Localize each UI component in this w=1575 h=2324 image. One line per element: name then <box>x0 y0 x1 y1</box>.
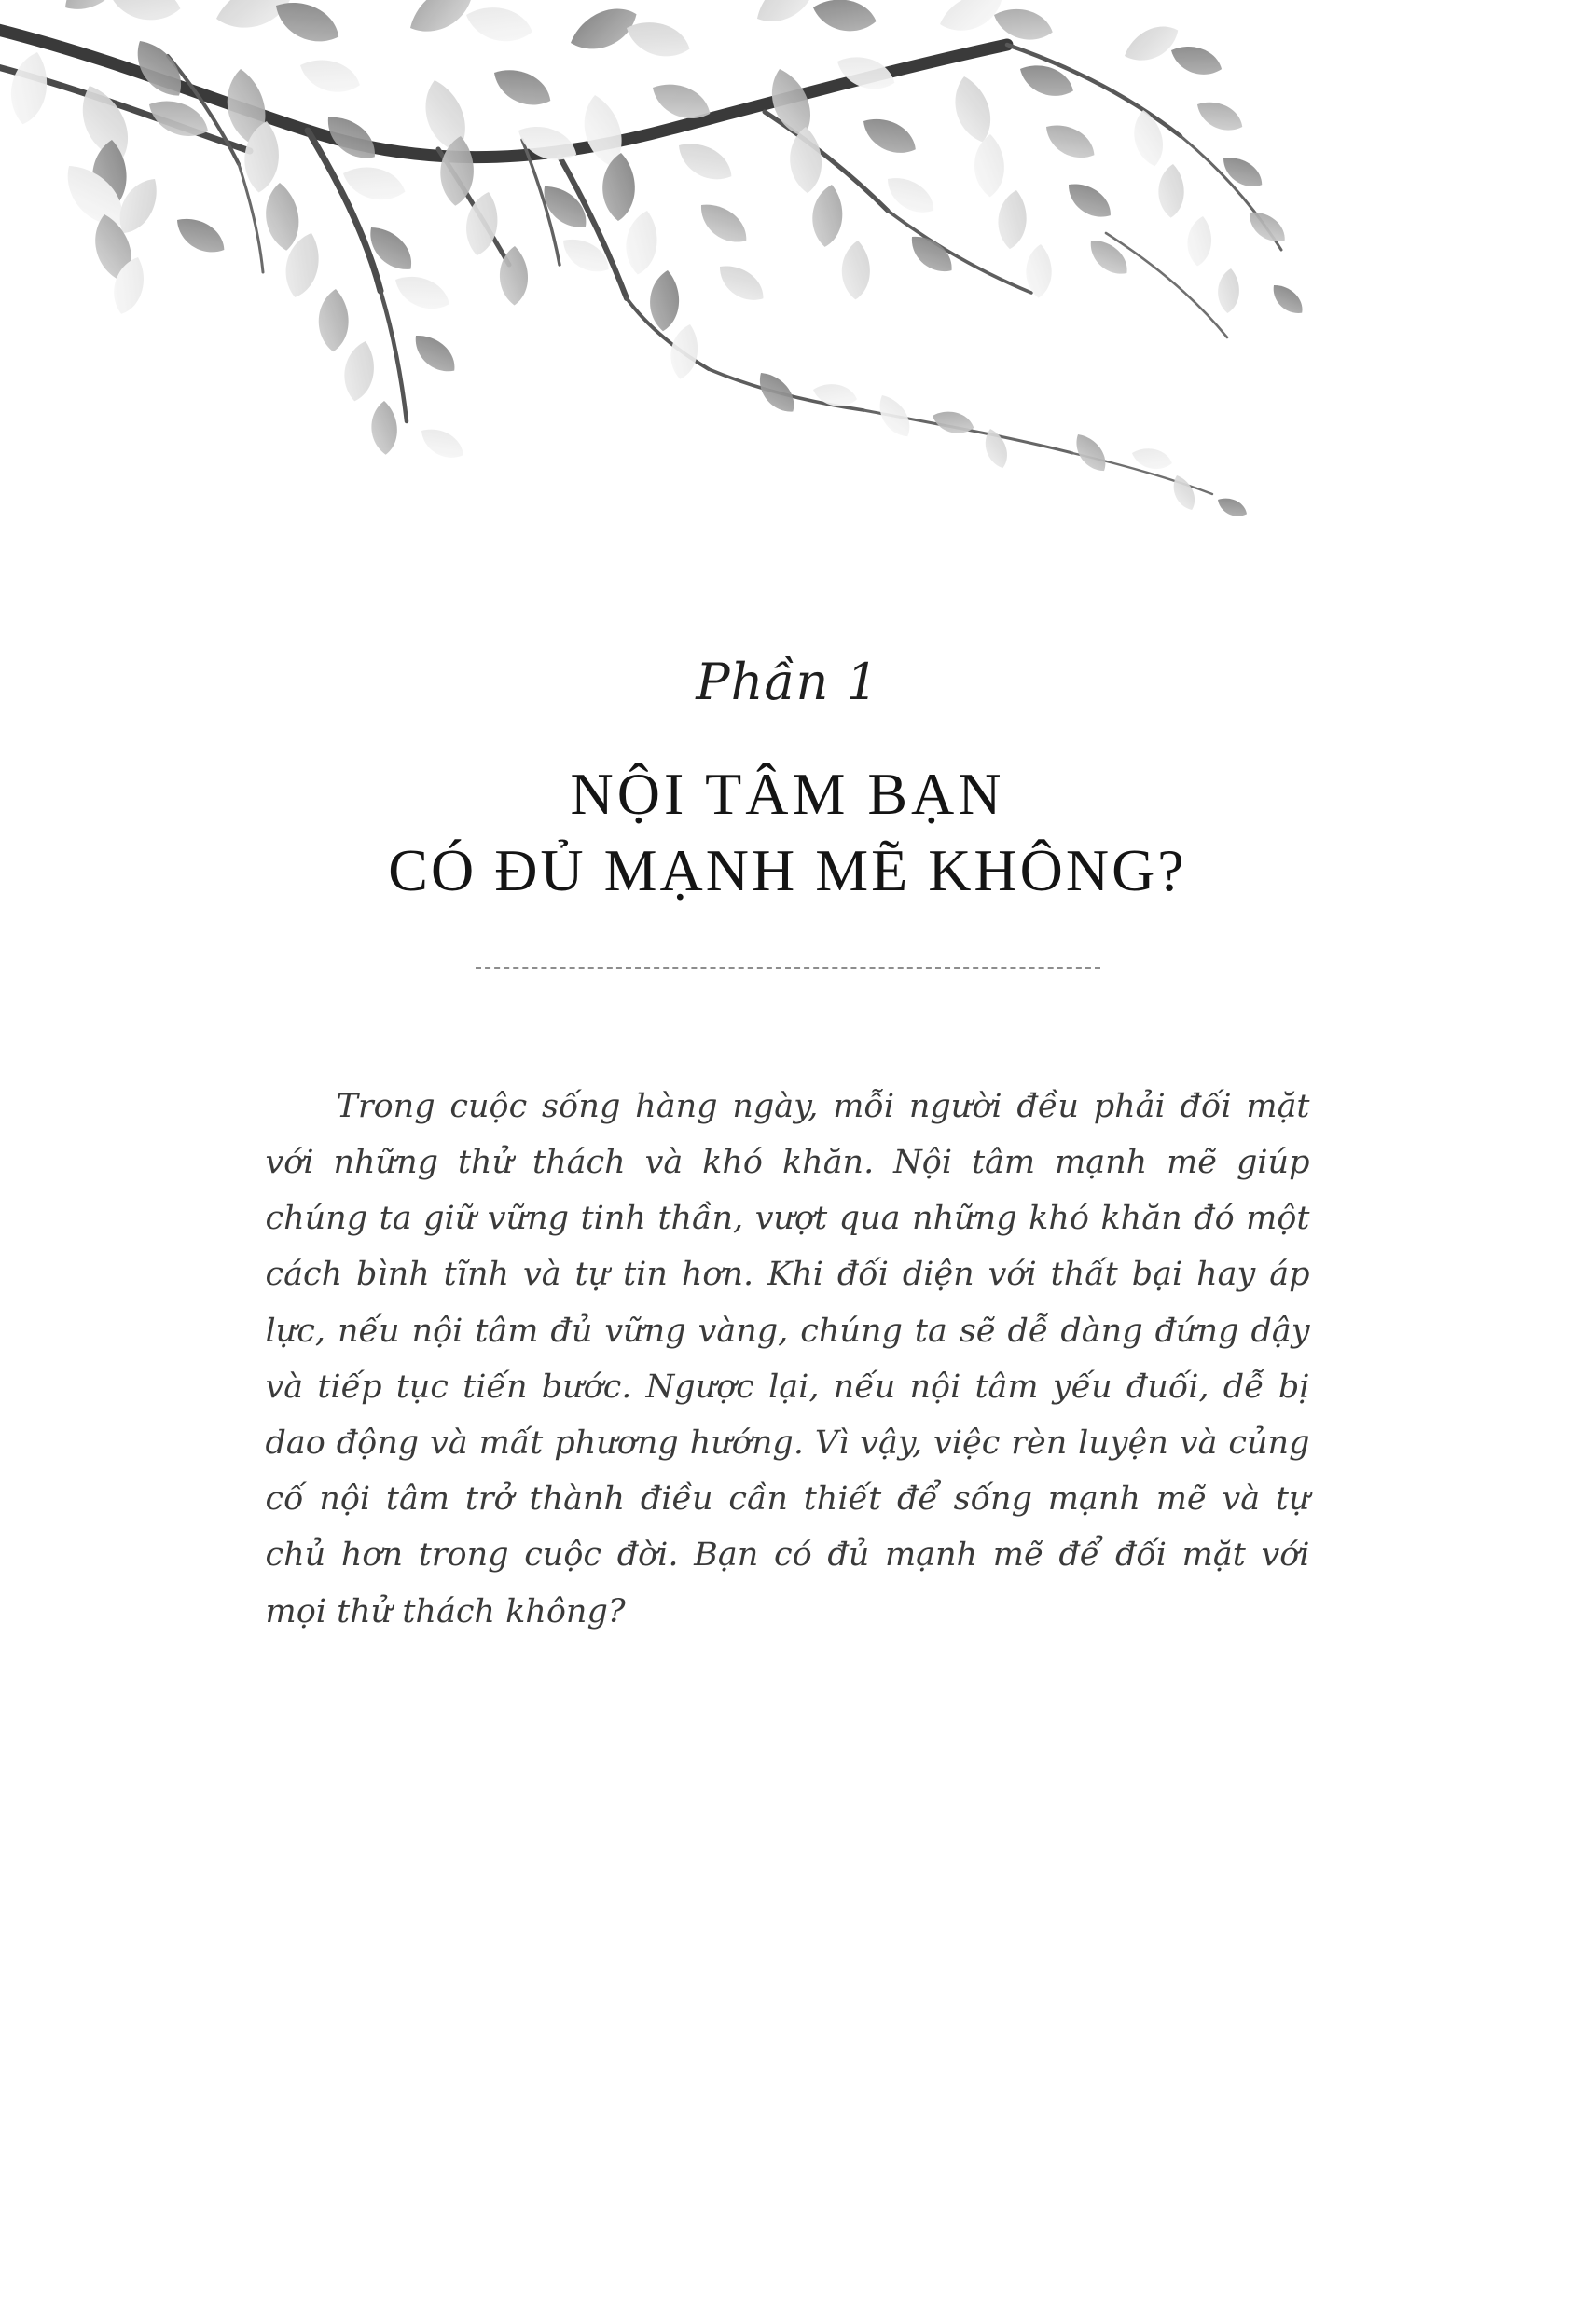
branch-decoration-image <box>0 0 1575 634</box>
branch-stems <box>0 28 1281 494</box>
page-title-line-1: NỘI TÂM BẠN <box>570 761 1005 827</box>
dashed-divider <box>476 967 1100 969</box>
part-label: Phần 1 <box>696 653 879 711</box>
leaf-cluster <box>3 0 1307 522</box>
page-title <box>0 756 1575 909</box>
page-title-line-2: CÓ ĐỦ MẠNH MẼ KHÔNG? <box>388 836 1187 903</box>
page-content <box>0 653 1575 1640</box>
body-paragraph: Trong cuộc sống hàng ngày, mỗi người đều phải đối mặt với những thử thách và khó khăn. Nội tâm mạnh mẽ giúp chúng ta giữ vững tinh thần, vượt qua những khó khăn đó một cách bình tĩnh và tự tin hơn. Khi đối diện với thất bại hay áp lực, nếu nội tâm đủ vững vàng, chúng ta sẽ dễ dàng đứng dậy và tiếp tục tiến bước. Ngược lại, nếu nội tâm yếu đuối, dễ bị dao động và mất phương hướng. Vì vậy, việc rèn luyện và củng cố nội tâm trở thành điều cần thiết để sống mạnh mẽ và tự chủ hơn trong cuộc đời. Bạn có đủ mạnh mẽ để đối mặt với mọi thử thách không? <box>265 1087 1310 1630</box>
